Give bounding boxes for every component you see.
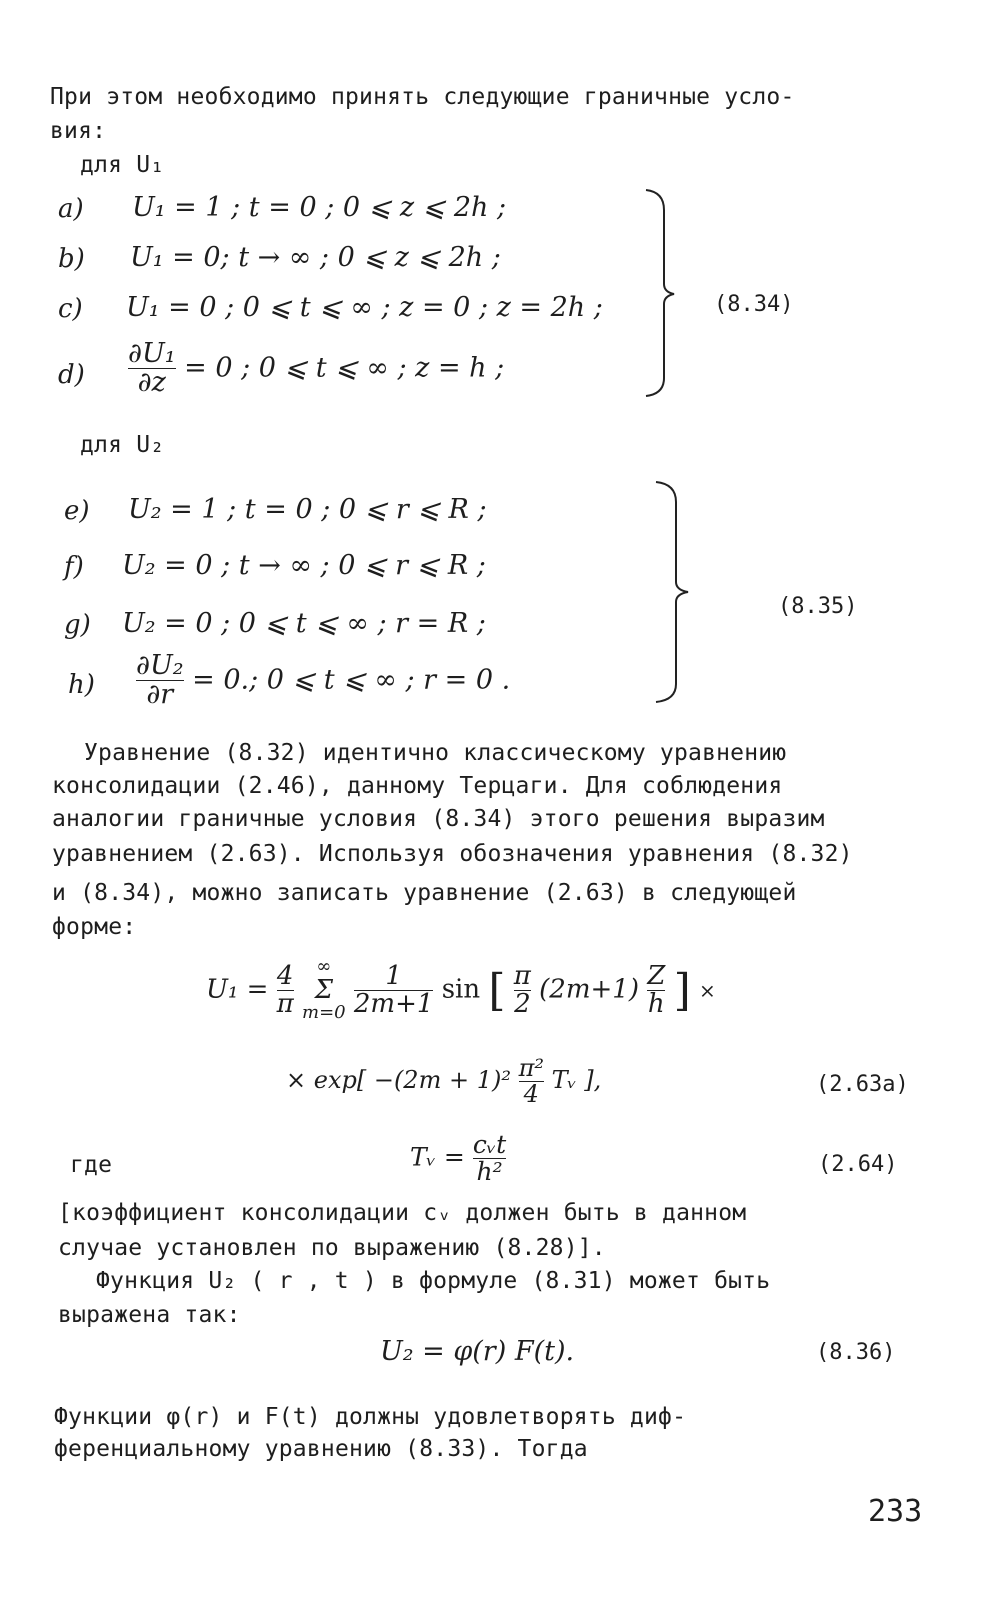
condition-a: U₁ = 1 ; t = 0 ; 0 ⩽ z ⩽ 2h ; [132,192,507,223]
condition-d-denominator: ∂z [128,368,176,397]
formula-263a-fraction-2 [353,960,434,1020]
formula-263a-tail: Tᵥ ], [551,1066,602,1095]
condition-h-fraction [136,652,184,710]
condition-g: U₂ = 0 ; 0 ⩽ t ⩽ ∞ ; r = R ; [122,608,486,639]
condition-b: U₁ = 0; t → ∞ ; 0 ⩽ z ⩽ 2h ; [130,242,501,273]
condition-h-numerator: ∂U₂ [136,650,184,681]
condition-a-label: a) [58,194,84,224]
para1-line-6: форме: [52,914,137,940]
sum-sign: Σ [314,974,334,1005]
condition-d-fraction [128,340,176,398]
where-label: где [70,1152,113,1178]
intro-line-2: вия: [50,118,107,144]
para1-line-3: аналогии граничные условия (8.34) этого решения выразим [52,806,825,832]
equation-number-263a: (2.63а) [816,1072,909,1097]
z-numerator: Z [647,960,666,991]
condition-h-label: h) [68,670,95,700]
coef-numerator: 4 [276,960,294,991]
formula-263a-exp-part: × exp[ −(2m + 1)² [286,1066,519,1095]
condition-e: U₂ = 1 ; t = 0 ; 0 ⩽ r ⩽ R ; [128,494,487,525]
condition-d-rest: = 0 ; 0 ⩽ t ⩽ ∞ ; z = h ; [184,352,505,384]
right-brace-835 [644,480,694,704]
pi2-numerator: π² [518,1054,544,1082]
para4-line-1: Функции φ(r) и F(t) должны удовлетворять диф- [54,1404,687,1430]
para4-line-2: ференциальному уравнению (8.33). Тогда [54,1436,588,1462]
condition-d [128,340,504,398]
pi-squared-over-4 [519,1056,544,1107]
condition-h-denominator: ∂r [136,680,184,709]
sum-operator [302,958,346,1023]
condition-e-label: e) [64,496,90,526]
formula-264-lhs: Tᵥ = [410,1142,465,1172]
times-sign: × [699,978,716,1003]
formula-263a-line2 [286,1056,601,1107]
z-denominator: h [647,989,665,1020]
sin-function: sin [441,974,481,1005]
equation-number-264: (2.64) [818,1152,898,1177]
condition-h [136,652,510,710]
intro-line-1: При этом необходимо принять следующие граничные усло- [50,84,795,110]
para1-line-1: Уравнение (8.32) идентично классическому уравнению [84,740,787,766]
formula-264-denominator: h² [473,1158,506,1185]
para3-line-2: выражена так: [58,1302,241,1328]
f2-numerator: 1 [385,960,402,991]
condition-g-label: g) [64,610,91,640]
sum-lower-limit: m=0 [302,1002,346,1024]
formula-264-numerator: cᵥt [472,1130,507,1159]
page-number: 233 [868,1494,923,1529]
pi-denominator: 2 [514,989,531,1020]
pi-numerator: π [513,960,531,991]
formula-263a-coef [276,960,294,1020]
equation-number-835: (8.35) [778,594,858,619]
condition-f: U₂ = 0 ; t → ∞ ; 0 ⩽ r ⩽ R ; [122,550,486,581]
equation-number-834: (8.34) [714,292,794,317]
condition-c: U₁ = 0 ; 0 ⩽ t ⩽ ∞ ; z = 0 ; z = 2h ; [126,292,603,323]
pi2-denominator: 4 [519,1081,544,1107]
para1-line-2: консолидации (2.46), данному Терцаги. Для соблюдения [52,773,783,799]
formula-836: U₂ = φ(r) F(t). [380,1336,575,1367]
coef-denominator: π [276,989,294,1020]
condition-c-label: c) [58,294,83,324]
z-over-h [647,960,666,1020]
para1-line-5: и (8.34), можно записать уравнение (2.63) в следующей [52,880,797,906]
condition-d-numerator: ∂U₁ [128,338,176,369]
condition-b-label: b) [58,244,85,274]
condition-d-label: d) [58,360,85,390]
formula-263a-lhs: U₁ = [206,974,269,1005]
condition-h-rest: = 0.; 0 ⩽ t ⩽ ∞ ; r = 0 . [192,664,511,696]
formula-263a-mid: (2m+1) [539,974,639,1005]
para1-line-4: уравнением (2.63). Используя обозначения уравнения (8.32) [52,841,853,867]
right-brace-834 [630,188,680,398]
formula-263a-line1: U₁ = $\frac{4}{\pi}$ ∞ Σ m=0 $\frac{1}{2m+1}$ sin [ $\frac{\pi}{2}$ (2m+1) $\frac{Z}{h}$ ] × [206,956,716,1024]
condition-f-label: f) [64,552,84,582]
for-u2-label: для U₂ [80,432,165,458]
para2-line-1: [коэффициент консолидации cᵥ должен быть в данном [58,1200,747,1226]
equation-number-836: (8.36) [816,1340,896,1365]
for-u1-label: для U₁ [80,152,165,178]
formula-264-fraction [473,1132,506,1186]
para2-line-2: случае установлен по выражению (8.28)]. [58,1235,606,1261]
para3-line-1: Функция U₂ ( r , t ) в формуле (8.31) может быть [96,1268,771,1294]
sum-upper-limit: ∞ [316,956,332,977]
f2-denominator: 2m+1 [353,989,434,1020]
pi-over-2 [513,960,531,1020]
formula-264 [410,1132,506,1186]
